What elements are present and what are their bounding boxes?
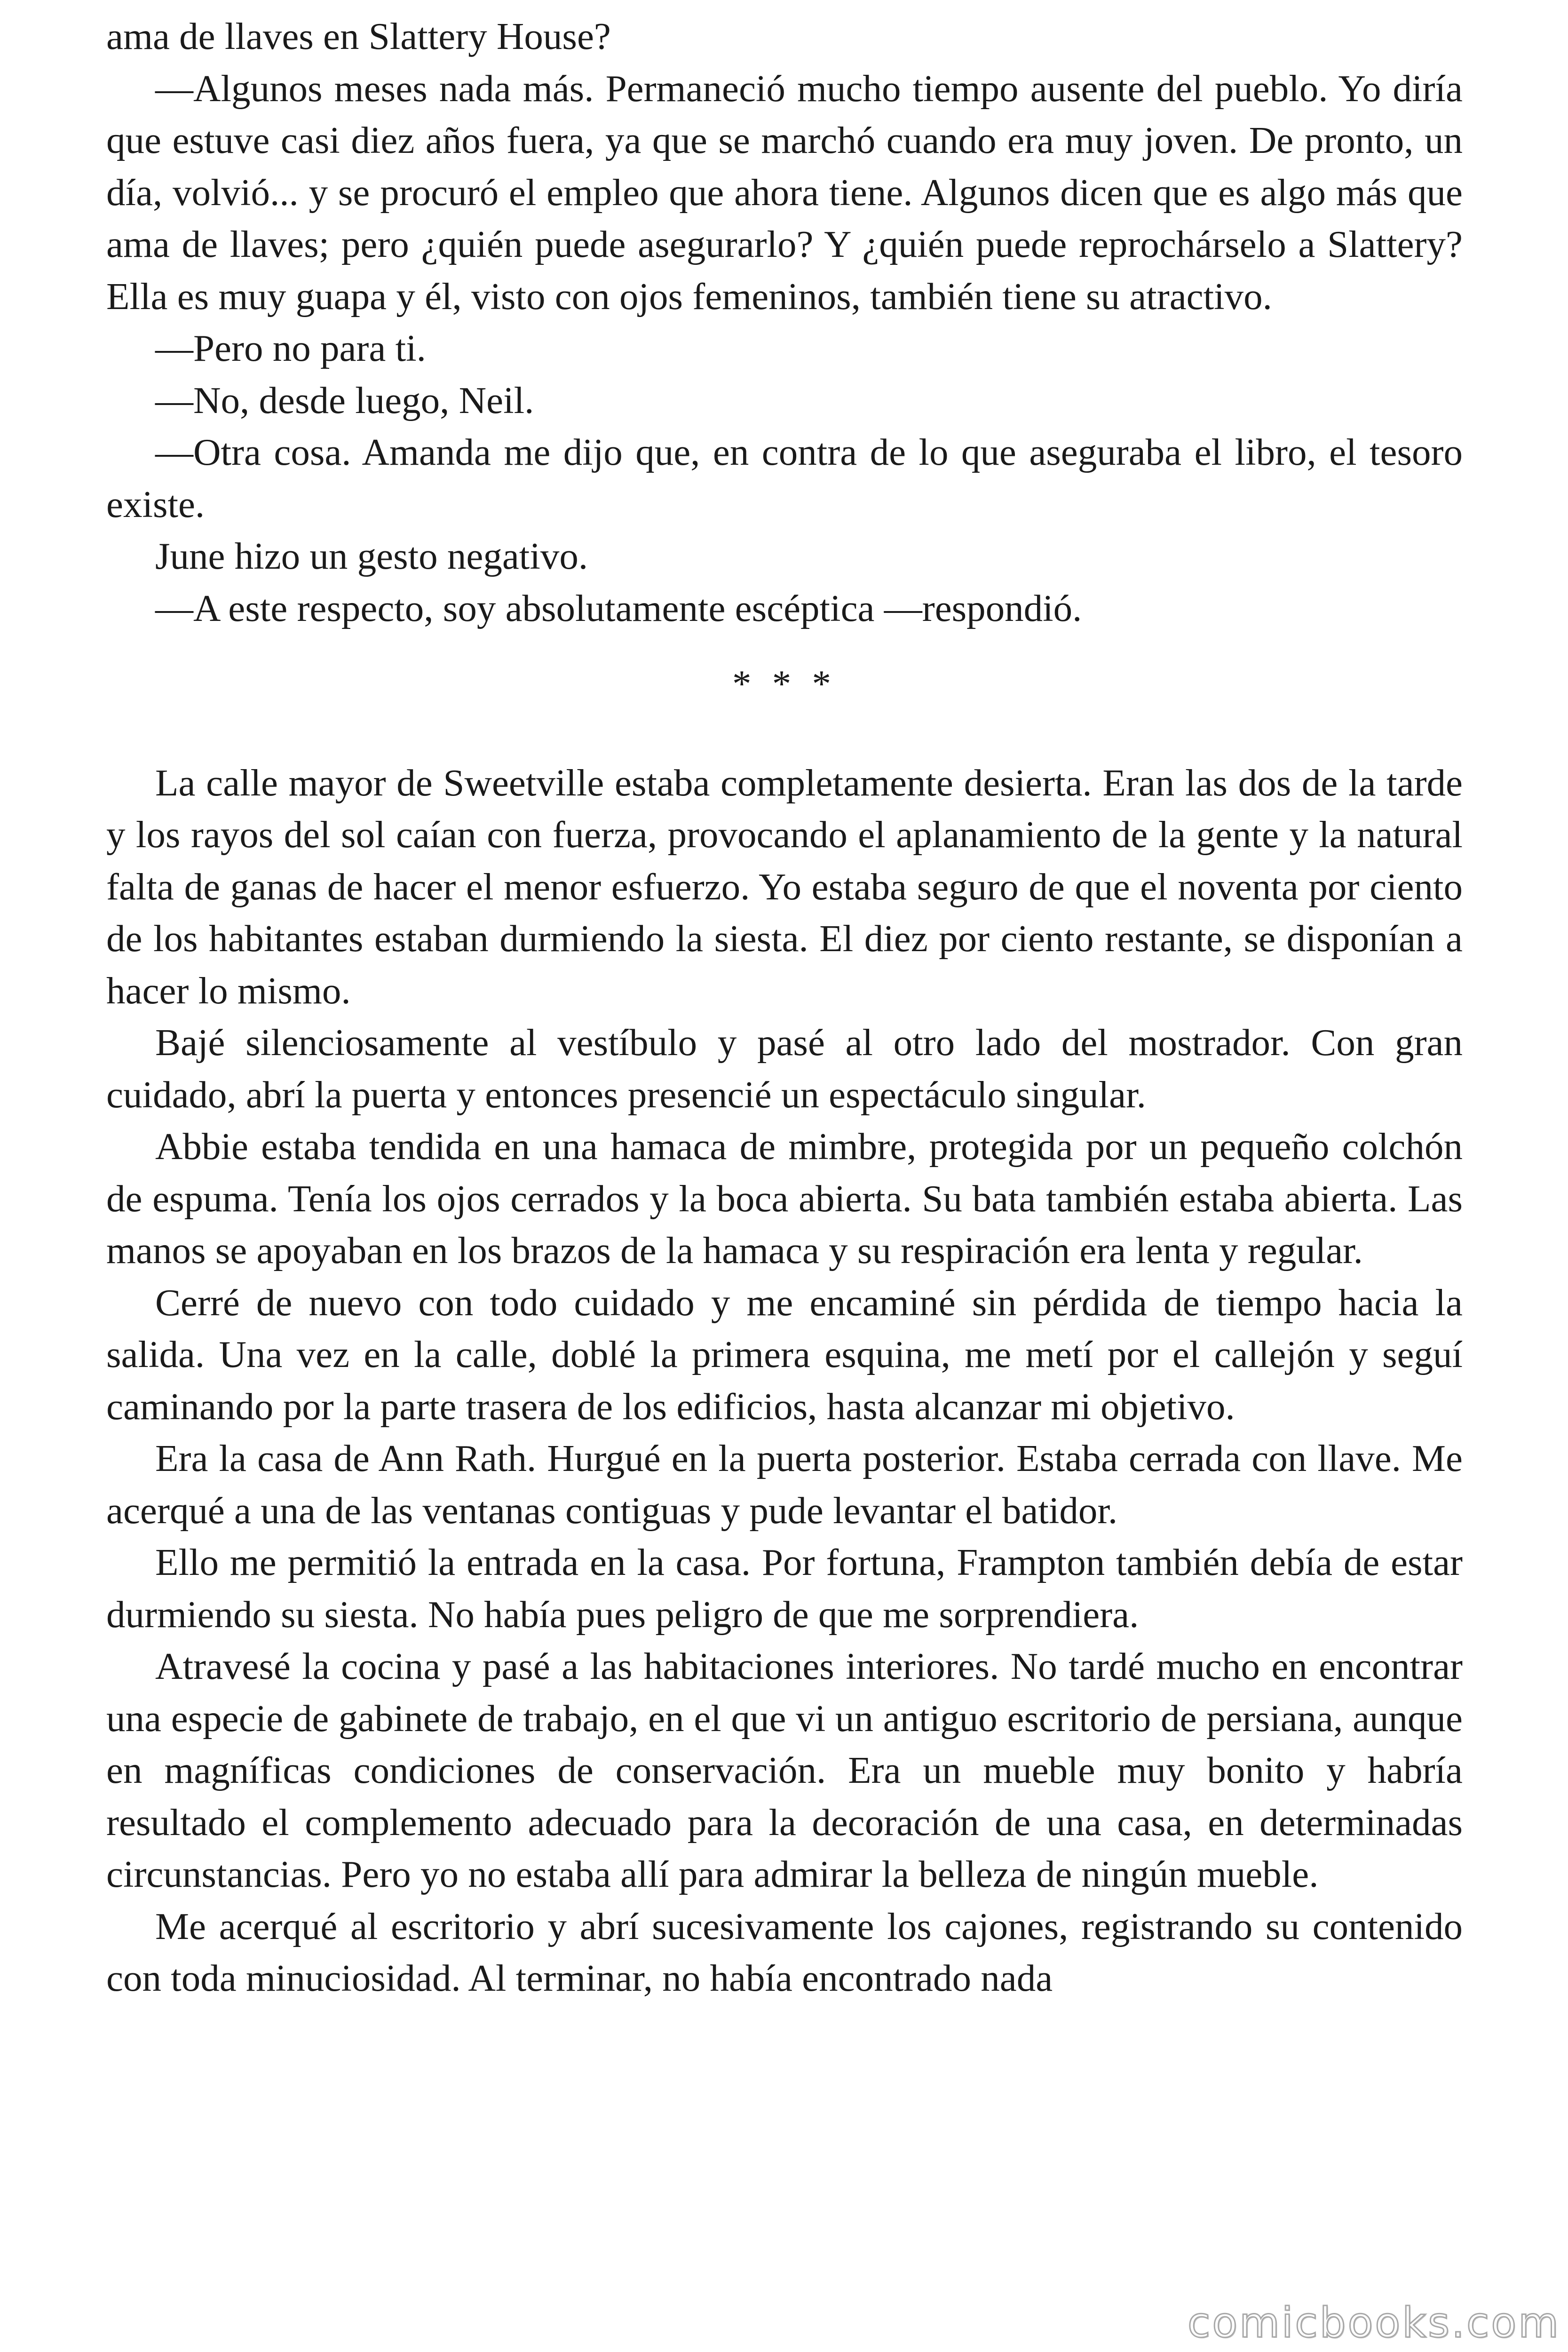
paragraph: —No, desde luego, Neil. (155, 379, 534, 421)
paragraph: Ello me permitió la entrada en la casa. Por fortuna, Frampton también debía de estar durmiendo su siesta. No había pues peligro de que me sorprendiera. (106, 1541, 1463, 1636)
paragraph: June hizo un gesto negativo. (155, 535, 588, 577)
paragraph: ama de llaves en Slattery House? (106, 15, 611, 57)
paragraph: —Pero no para ti. (155, 327, 426, 369)
paragraph: Era la casa de Ann Rath. Hurgué en la puerta posterior. Estaba cerrada con llave. Me acerqué a una de las ventanas contiguas y pude levantar el batidor. (106, 1437, 1463, 1532)
paragraph: Cerré de nuevo con todo cuidado y me encaminé sin pérdida de tiempo hacia la salida. Una vez en la calle, doblé la primera esquina, me metí por el callejón y seguí caminando por la parte trasera de los edificios, hasta alcanzar mi objetivo. (106, 1281, 1463, 1428)
paragraph: Abbie estaba tendida en una hamaca de mimbre, protegida por un pequeño colchón de espuma. Tenía los ojos cerrados y la boca abierta. Su bata también estaba abierta. Las manos se apoyaban en los brazos de la hamaca y su respiración era lenta y regular. (106, 1125, 1463, 1271)
paragraph: —Algunos meses nada más. Permaneció mucho tiempo ausente del pueblo. Yo diría que estuve casi diez años fuera, ya que se marchó cuando era muy joven. De pronto, un día, volvió... y se procuró el empleo que ahora tiene. Algunos dicen que es algo más que ama de llaves; pero ¿quién puede asegurarlo? Y ¿quién puede reprochárselo a Slattery? Ella es muy guapa y él, visto con ojos femeninos, también tiene su atractivo. (106, 67, 1463, 318)
paragraph: —Otra cosa. Amanda me dijo que, en contra de lo que aseguraba el libro, el tesoro existe. (106, 431, 1463, 525)
paragraph: La calle mayor de Sweetville estaba completamente desierta. Eran las dos de la tarde y los rayos del sol caían con fuerza, provocando el aplanamiento de la gente y la natural falta de ganas de hacer el menor esfuerzo. Yo estaba seguro de que el noventa por ciento de los habitantes estaban durmiendo la siesta. El diez por ciento restante, se disponían a hacer lo mismo. (106, 761, 1463, 1012)
paragraph: —A este respecto, soy absolutamente escéptica —respondió. (155, 587, 1082, 629)
paragraph: Atravesé la cocina y pasé a las habitaciones interiores. No tardé mucho en encontrar una especie de gabinete de trabajo, en el que vi un antiguo escritorio de persiana, aunque en magníficas condiciones de conservación. Era un mueble muy bonito y habría resultado el complemento adecuado para la decoración de una casa, en determinadas circunstancias. Pero yo no estaba allí para admirar la belleza de ningún mueble. (106, 1645, 1463, 1895)
page-body-text (106, 10, 1463, 2004)
section-separator: * * * (732, 662, 837, 705)
watermark: comicbooks.com (1187, 2298, 1560, 2347)
paragraph: Me acerqué al escritorio y abrí sucesivamente los cajones, registrando su contenido con toda minuciosidad. Al terminar, no había encontrado nada (106, 1905, 1463, 1999)
paragraph: Bajé silenciosamente al vestíbulo y pasé al otro lado del mostrador. Con gran cuidado, abrí la puerta y entonces presencié un espectáculo singular. (106, 1021, 1463, 1116)
